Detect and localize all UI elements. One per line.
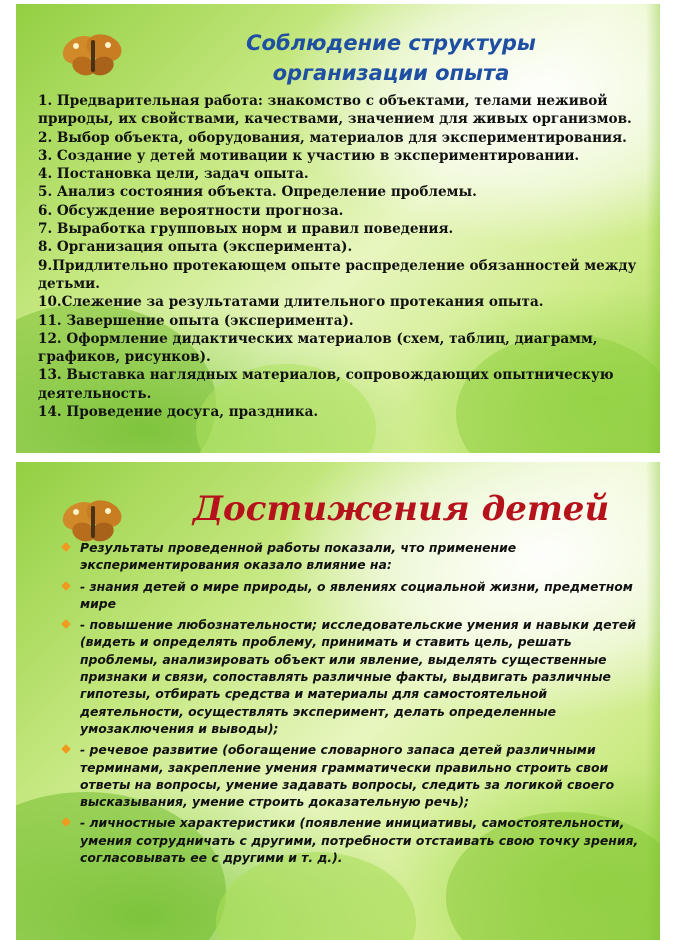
achievements-list <box>60 539 640 870</box>
achievement-item <box>60 539 640 574</box>
butterfly-icon <box>58 26 128 86</box>
slide-achievements-title: Достижения детей <box>192 489 610 529</box>
step-item: 10.Слежение за результатами длительного протекания опыта. <box>38 294 544 311</box>
step-item: 2. Выбор объекта, оборудования, материалов для экспериментирования. <box>38 129 627 146</box>
achievement-item <box>60 616 640 737</box>
step-item: 14. Проведение досуга, праздника. <box>38 404 319 421</box>
step-item: 6. Обсуждение вероятности прогноза. <box>38 202 344 219</box>
achievement-text: Результаты проведенной работы показали, что применение экспериментирования оказало влияние на: <box>80 540 517 573</box>
step-item: 3. Создание у детей мотивации к участию в экспериментировании. <box>38 147 580 164</box>
step-item: 8. Организация опыта (эксперимента). <box>38 239 353 256</box>
bullet-diamond-icon <box>61 581 71 591</box>
achievement-item <box>60 814 640 866</box>
achievement-text: - знания детей о мире природы, о явлениях социальной жизни, предметном мире <box>80 578 633 611</box>
achievement-text: - повышение любознательности; исследовательские умения и навыки детей (видеть и определять проблему, принимать и ставить цель, решать проблемы, анализировать объект или явление, выделять существенные признаки и связи, сопоставлять различные факты, выдвигать различные гипотезы, отбирать средства и материалы для самостоятельной деятельности, осуществлять эксперимент, делать определенные умозаключения и выводы); <box>80 617 636 736</box>
slide-structure <box>16 4 660 453</box>
slide-achievements <box>16 462 660 940</box>
step-item: 1. Предварительная работа: знакомство с объектами, телами неживой природы, их свойствами, качествами, значением для живых организмов. <box>38 93 632 128</box>
slide-edge-decoration <box>646 462 660 940</box>
step-item: 5. Анализ состояния объекта. Определение проблемы. <box>38 184 477 201</box>
step-item: 4. Постановка цели, задач опыта. <box>38 166 309 183</box>
bullet-diamond-icon <box>61 744 71 754</box>
step-item: 11. Завершение опыта (эксперимента). <box>38 312 354 329</box>
achievement-item <box>60 741 640 810</box>
step-item: 7. Выработка групповых норм и правил поведения. <box>38 221 454 238</box>
slide-structure-title: Соблюдение структуры организации опыта <box>246 31 536 85</box>
achievement-item <box>60 578 640 613</box>
step-item: 9.Придлительно протекающем опыте распределение обязанностей между детьми. <box>38 257 637 292</box>
structure-steps-list <box>38 92 650 421</box>
step-item: 13. Выставка наглядных материалов, сопровождающих опытническую деятельность. <box>38 367 614 402</box>
step-item: 12. Оформление дидактических материалов (схем, таблиц, диаграмм, графиков, рисунков). <box>38 330 598 366</box>
bullet-diamond-icon <box>61 542 71 552</box>
achievement-text: - личностные характеристики (появление инициативы, самостоятельности, умения сотрудничать с другими, потребности отстаивать свою точку зрения, согласовывать ее с другими и т. д.). <box>80 815 639 866</box>
achievement-text: - речевое развитие (обогащение словарного запаса детей различными терминами, закрепление умения грамматически правильно строить свои ответы на вопросы, умение задавать вопросы, следить за логикой своего высказывания, умение строить доказательную речь); <box>80 742 615 810</box>
bullet-diamond-icon <box>61 619 71 629</box>
bullet-diamond-icon <box>61 818 71 828</box>
